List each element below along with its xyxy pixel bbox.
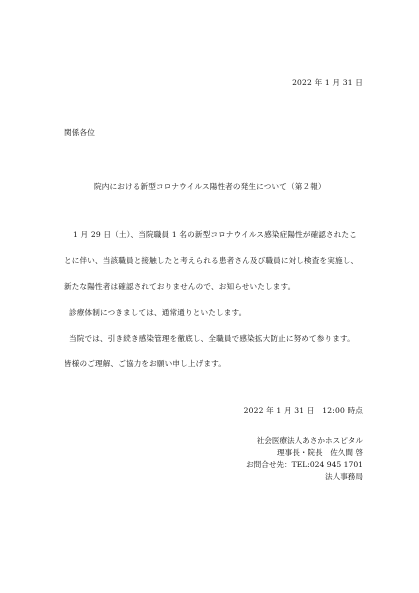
document-title: 院内における新型コロナウイルス陽性者の発生について（第２報）: [94, 182, 326, 191]
organization-name: 社会医療法人あさかホスピタル: [256, 436, 363, 445]
body-paragraph-2: 診療体制につきましては、通常通りといたします。: [69, 308, 247, 317]
contact-info: お問合せ先：TEL:024 945 1701: [246, 460, 363, 469]
body-paragraph-4: 皆様のご理解、ご協力をお願い申し上げます。: [64, 359, 227, 368]
body-paragraph-1-line-1: 1 月 29 日（土）、当院職員 1 名の新型コロナウイルス感染症陽性が確認されたこ: [73, 230, 358, 239]
document-date: 2022 年 1 月 31 日: [292, 78, 363, 87]
body-paragraph-1-line-3: 新たな陽性者は確認されておりませんので、お知らせいたします。: [64, 282, 296, 291]
footer-datetime: 2022 年 1 月 31 日 12:00 時点: [243, 406, 363, 415]
body-paragraph-1-line-2: とに伴い、当該職員と接触したと考えられる患者さん及び職員に対し検査を実施し、: [64, 256, 359, 265]
director-name: 理事長・院長 佐久間 啓: [277, 448, 363, 457]
office-name: 法人事務局: [325, 472, 363, 481]
body-paragraph-3: 当院では、引き続き感染管理を徹底し、全職員で感染拡大防止に努めて参ります。: [69, 334, 355, 343]
addressee: 関係各位: [64, 128, 95, 137]
